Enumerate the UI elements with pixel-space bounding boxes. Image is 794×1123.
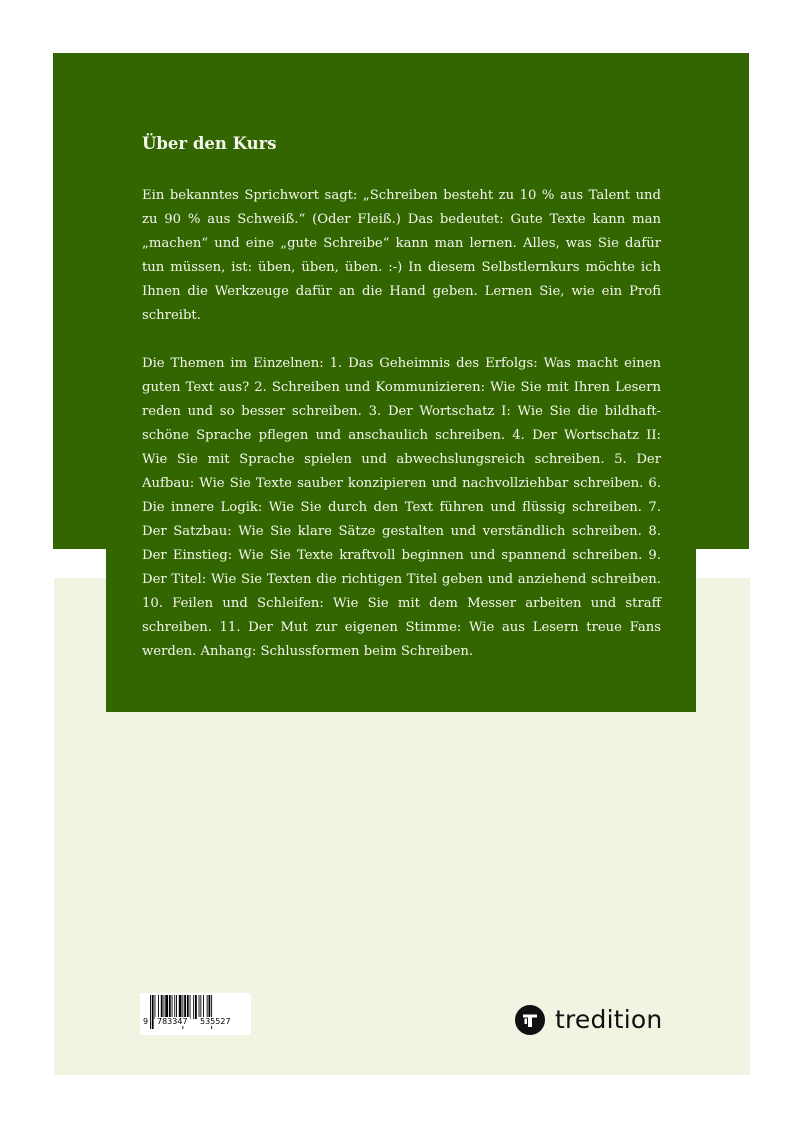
blurb-topics-paragraph: Die Themen im Einzelnen: 1. Das Geheimnis des Erfolgs: Was macht einen guten Text aus? 2. Schreiben und Kommunizieren: Wie Sie mit Ihren Lesern reden und so besser schreiben. 3. Der Wortschatz I: Wie Sie die bildhaft-schöne Sprache pflegen und anschaulich schreiben. 4. Der Wortschatz II: Wie Sie mit Sprache spielen und abwechslungsreich schreiben. 5. Der Aufbau: Wie Sie Texte sauber konzipieren und nachvollziehbar schreiben. 6. Die innere Logik: Wie Sie durch den Text führen und flüssig schreiben. 7. Der Satzbau: Wie Sie klare Sätze gestalten und verständlich schreiben. 8. Der Einstieg: Wie Sie Texte kraftvoll beginnen und spannend schreiben. 9. Der Titel: Wie Sie Texten die richtigen Titel geben und anziehend schreiben. 10. Feilen und Schleifen: Wie Sie mit dem Messer arbeiten und straff schreiben. 11. Der Mut zur eigenen Stimme: Wie aus Lesern treue Fans werden. Anhang: Schlussformen beim Schreiben.	[142, 356, 661, 659]
blurb-heading: Über den Kurs	[142, 134, 277, 153]
barcode-bar	[176, 995, 177, 1019]
barcode-bar	[203, 995, 204, 1019]
barcode-bar	[187, 995, 189, 1019]
barcode-bar	[174, 995, 175, 1019]
publisher-logo	[515, 1004, 662, 1036]
barcode-right-group: 535527	[200, 1017, 231, 1026]
barcode-bar	[190, 995, 191, 1019]
barcode-bar	[172, 995, 173, 1019]
barcode-bar	[169, 995, 171, 1019]
barcode-bar	[209, 995, 211, 1019]
barcode-bar	[164, 995, 165, 1019]
barcode-bar	[200, 995, 201, 1019]
publisher-name: tredition	[555, 1005, 663, 1034]
barcode-bar	[207, 995, 208, 1019]
barcode-left-group: 783347	[157, 1017, 188, 1026]
barcode-bar	[155, 995, 156, 1019]
barcode-bar	[184, 995, 186, 1019]
blurb-intro-paragraph: Ein bekanntes Sprichwort sagt: „Schreiben besteht zu 10 % aus Talent und zu 90 % aus Schweiß.“ (Oder Fleiß.) Das bedeutet: Gute Texte kann man „machen“ und eine „gute Schreibe“ kann man lernen. Alles, was Sie dafür tun müssen, ist: üben, üben, üben. :-) In diesem Selbstlernkurs möchte ich Ihnen die Werkzeuge dafür an die Hand geben. Lernen Sie, wie ein Profi schreibt.	[142, 188, 661, 323]
barcode-bar	[165, 995, 168, 1019]
isbn-barcode	[140, 993, 251, 1035]
barcode-bar	[161, 995, 163, 1019]
barcode-bar	[195, 995, 197, 1019]
blurb	[142, 130, 661, 688]
barcode-bar	[193, 995, 194, 1019]
barcode-bar	[158, 995, 159, 1019]
tredition-logo-icon	[515, 1005, 545, 1035]
barcode-bar	[199, 995, 200, 1019]
barcode-bar	[179, 995, 182, 1019]
barcode-digits	[140, 1017, 251, 1029]
barcode-first-digit: 9	[143, 1017, 149, 1026]
